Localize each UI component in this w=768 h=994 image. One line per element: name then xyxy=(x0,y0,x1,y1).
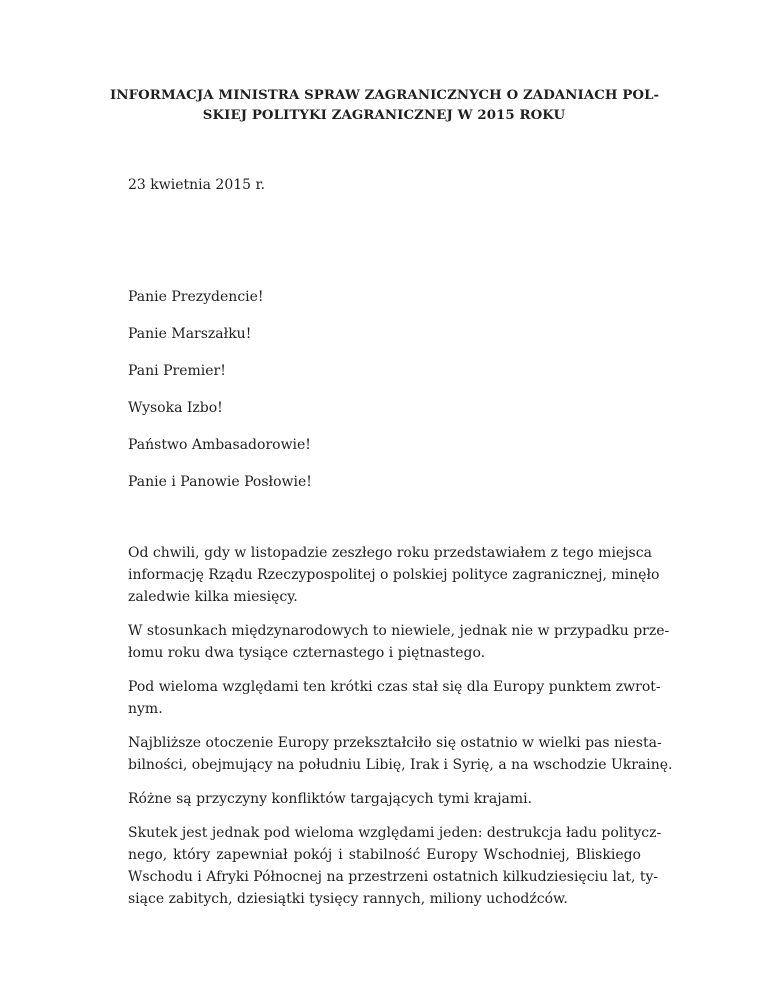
greeting-line: Panie Marszałku! xyxy=(128,326,252,342)
paragraph-line: Różne są przyczyny konfliktów targających tymi krajami. xyxy=(128,791,533,807)
greetings-list xyxy=(128,287,648,509)
paragraph xyxy=(128,732,673,776)
greeting-line: Panie i Panowie Posłowie! xyxy=(128,474,312,490)
greeting-line: Pani Premier! xyxy=(128,363,226,379)
paragraph-line: informację Rządu Rzeczypospolitej o polskiej polityce zagranicznej, minęło xyxy=(128,567,660,583)
body-text xyxy=(128,542,673,922)
paragraph xyxy=(128,620,670,664)
document-title xyxy=(110,86,658,126)
paragraph-line: zaledwie kilka miesięcy. xyxy=(128,589,298,605)
paragraph-line: bilności, obejmujący na południu Libię, Irak i Syrię, a na wschodzie Ukrainę. xyxy=(128,757,673,773)
greeting-line: Panie Prezydencie! xyxy=(128,289,264,305)
paragraph xyxy=(128,676,661,720)
paragraph-line: Od chwili, gdy w listopadzie zeszłego roku przedstawiałem z tego miejsca xyxy=(128,545,652,561)
paragraph-line: Wschodu i Afryki Północnej na przestrzeni ostatnich kilkudziesięciu lat, ty- xyxy=(128,869,659,885)
paragraph-line: łomu roku dwa tysiące czternastego i piętnastego. xyxy=(128,645,486,661)
paragraph xyxy=(128,542,660,608)
paragraph-line: nego, który zapewniał pokój i stabilność Europy Wschodniej, Bliskiego xyxy=(128,847,641,863)
document-date: 23 kwietnia 2015 r. xyxy=(128,177,266,193)
title-line: SKIEJ POLITYKI ZAGRANICZNEJ W 2015 ROKU xyxy=(202,108,566,123)
paragraph-line: Skutek jest jednak pod wieloma względami jeden: destrukcja ładu politycz- xyxy=(128,825,662,841)
paragraph-line: nym. xyxy=(128,701,163,717)
greeting-line: Wysoka Izbo! xyxy=(128,400,223,416)
paragraph-line: W stosunkach międzynarodowych to niewiele, jednak nie w przypadku prze- xyxy=(128,623,670,639)
paragraph xyxy=(128,822,662,910)
title-line: INFORMACJA MINISTRA SPRAW ZAGRANICZNYCH O ZADANIACH POL- xyxy=(110,88,660,103)
paragraph-line: siące zabitych, dziesiątki tysięcy rannych, miliony uchodźców. xyxy=(128,891,568,907)
paragraph-line: Najbliższe otoczenie Europy przekształciło się ostatnio w wielki pas niesta- xyxy=(128,735,662,751)
paragraph xyxy=(128,788,641,810)
paragraph-line: Pod wieloma względami ten krótki czas stał się dla Europy punktem zwrot- xyxy=(128,679,661,695)
greeting-line: Państwo Ambasadorowie! xyxy=(128,437,311,453)
